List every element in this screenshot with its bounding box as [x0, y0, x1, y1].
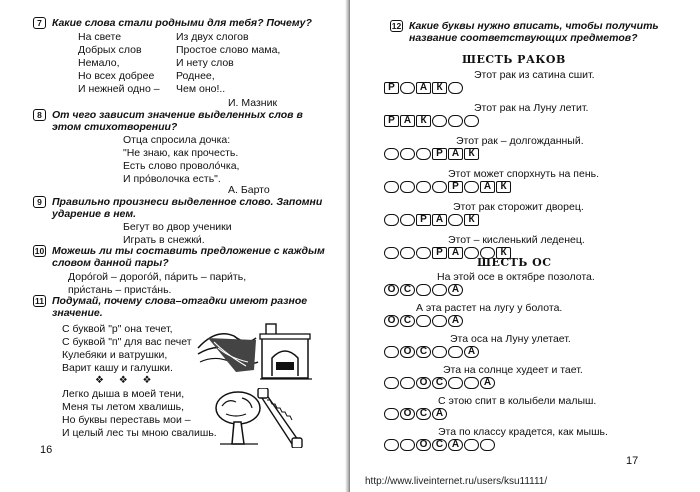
os-answer-row: [384, 377, 495, 389]
rak-answer-row: [384, 148, 479, 160]
blank-letter-cell[interactable]: [432, 315, 447, 327]
os-answer-row: [384, 284, 463, 296]
given-letter-cell: О: [384, 315, 399, 327]
poem-line: Добрых слов: [78, 44, 142, 56]
question-7-text: Какие слова стали родными для тебя? Почему?: [52, 17, 312, 29]
poem-line: Немало,: [78, 57, 120, 69]
given-letter-cell: К: [432, 82, 447, 94]
page-number-right: 17: [626, 455, 639, 467]
os-answer-row: [384, 408, 447, 420]
poem-line: И про́волочка есть".: [123, 173, 221, 185]
given-letter-cell: А: [416, 82, 431, 94]
poem-line: И нежней одно –: [78, 83, 160, 95]
poem-line: Варит кашу и галушки.: [62, 362, 173, 374]
blank-letter-cell[interactable]: [400, 247, 415, 259]
given-letter-cell: А: [480, 377, 495, 389]
given-letter-cell: С: [400, 284, 415, 296]
blank-letter-cell[interactable]: [448, 115, 463, 127]
question-9-line2: ударение в нем.: [52, 208, 137, 220]
given-letter-cell: Р: [432, 247, 447, 259]
blank-letter-cell[interactable]: [384, 181, 399, 193]
rak-answer-row: [384, 181, 511, 193]
rak-clue-line: Этот рак из сатина сшит.: [474, 69, 595, 81]
blank-letter-cell[interactable]: [416, 148, 431, 160]
given-letter-cell: С: [432, 439, 447, 451]
tree-saw-illustration: [206, 388, 306, 448]
question-10-line2: словом данной пары?: [52, 257, 169, 269]
question-10-line1: Можешь ли ты составить предложение с каждым: [52, 245, 325, 257]
blank-letter-cell[interactable]: [400, 214, 415, 226]
given-letter-cell: А: [448, 148, 463, 160]
poem-line: Отца спросила дочка:: [123, 134, 231, 146]
blank-letter-cell[interactable]: [432, 346, 447, 358]
os-answer-row: [384, 315, 463, 327]
poem-line: Легко дыша в моей тени,: [62, 388, 185, 400]
rak-clue-line: Этот рак – долгожданный.: [456, 135, 584, 147]
question-number-10: 10: [34, 246, 45, 256]
given-letter-cell: К: [496, 181, 511, 193]
os-clue-line: На этой осе в октябре позолота.: [437, 271, 595, 283]
given-letter-cell: А: [464, 346, 479, 358]
blank-letter-cell[interactable]: [432, 284, 447, 296]
given-letter-cell: А: [432, 408, 447, 420]
os-heading: ШЕСТЬ ОС: [477, 256, 552, 269]
os-clue-line: Эта на солнце худеет и тает.: [443, 364, 583, 376]
poem-line: Но буквы переставь мои –: [62, 414, 191, 426]
rak-clue-line: Этот рак сторожит дворец.: [453, 201, 584, 213]
blank-letter-cell[interactable]: [416, 284, 431, 296]
os-clue-line: Эта оса на Луну улетает.: [450, 333, 571, 345]
blank-letter-cell[interactable]: [416, 315, 431, 327]
poem-line: Но всех добрее: [78, 70, 155, 82]
given-letter-cell: О: [416, 377, 431, 389]
given-letter-cell: А: [448, 315, 463, 327]
poem-line: И целый лес ты мною свалишь.: [62, 427, 217, 439]
blank-letter-cell[interactable]: [384, 439, 399, 451]
os-clue-line: С этою спит в колыбели малыш.: [438, 395, 597, 407]
q11-riddle-1: [62, 323, 192, 375]
poem-line: Роднее,: [176, 70, 215, 82]
blank-letter-cell[interactable]: [384, 148, 399, 160]
blank-letter-cell[interactable]: [384, 247, 399, 259]
rak-clue-line: Этот может спорхнуть на пень.: [448, 168, 600, 180]
given-letter-cell: С: [432, 377, 447, 389]
given-letter-cell: О: [400, 346, 415, 358]
question-11-line1: Подумай, почему слова–отгадки имеют разное: [52, 295, 308, 307]
rak-answer-row: [384, 115, 479, 127]
poem-line: Простое слово мама,: [176, 44, 281, 56]
right-page: [350, 0, 700, 492]
poem-line: На свете: [78, 31, 122, 43]
poem-line: Меня ты летом хвалишь,: [62, 401, 185, 413]
blank-letter-cell[interactable]: [400, 439, 415, 451]
question-9-line1: Правильно произнеси выделенное слово. Запомни: [52, 196, 323, 208]
poem-line: С буквой "п" для вас печет: [62, 336, 192, 348]
given-letter-cell: Р: [384, 115, 399, 127]
blank-letter-cell[interactable]: [384, 346, 399, 358]
question-12-line2: название соответствующих предметов?: [409, 32, 638, 44]
blank-letter-cell[interactable]: [464, 377, 479, 389]
blank-letter-cell[interactable]: [448, 82, 463, 94]
given-letter-cell: А: [400, 115, 415, 127]
given-letter-cell: А: [448, 439, 463, 451]
os-answer-row: [384, 439, 495, 451]
page-number-left: 16: [40, 444, 53, 456]
q11-riddle-2: [62, 388, 217, 440]
q8-author: А. Барто: [228, 184, 270, 196]
blank-letter-cell[interactable]: [384, 408, 399, 420]
q7-col1: [78, 31, 160, 96]
question-number-9: 9: [33, 196, 46, 208]
word-pair-line: при́стань – приста́нь.: [68, 284, 172, 296]
rak-clue-line: Этот рак на Луну летит.: [474, 102, 589, 114]
blank-letter-cell[interactable]: [432, 181, 447, 193]
q7-author: И. Мазник: [228, 97, 278, 109]
poem-line: И нету слов: [176, 57, 234, 69]
watermark-url: http://www.liveinternet.ru/users/ksu11111/: [365, 476, 548, 487]
poem-line: "Не знаю, как прочесть.: [123, 147, 239, 159]
given-letter-cell: А: [448, 247, 463, 259]
blank-letter-cell[interactable]: [400, 181, 415, 193]
blank-letter-cell[interactable]: [400, 148, 415, 160]
os-clue-line: Эта по классу крадется, как мышь.: [438, 426, 608, 438]
os-clue-line: А эта растет на лугу у болота.: [416, 302, 563, 314]
q9-poem: [123, 221, 232, 247]
blank-letter-cell[interactable]: [480, 439, 495, 451]
q8-poem: [123, 134, 239, 186]
rak-clue-line: Этот – кисленький леденец.: [448, 234, 585, 246]
poem-line: Есть слово проволо́чка,: [123, 160, 240, 172]
given-letter-cell: К: [464, 214, 479, 226]
question-number-11: 11: [35, 296, 44, 306]
given-letter-cell: Р: [432, 148, 447, 160]
question-number-7: 7: [33, 17, 46, 29]
given-letter-cell: Р: [448, 181, 463, 193]
given-letter-cell: С: [416, 346, 431, 358]
poem-line: С буквой "р" она течет,: [62, 323, 173, 335]
poem-line: Играть в снежки́.: [123, 234, 205, 246]
question-number-12: 12: [391, 21, 402, 31]
blank-letter-cell[interactable]: [432, 115, 447, 127]
blank-letter-cell[interactable]: [416, 247, 431, 259]
given-letter-cell: К: [464, 148, 479, 160]
question-number-8: 8: [33, 109, 46, 121]
blank-letter-cell[interactable]: [448, 346, 463, 358]
river-stove-illustration: [196, 318, 316, 380]
rak-heading: ШЕСТЬ РАКОВ: [462, 53, 566, 66]
given-letter-cell: А: [448, 284, 463, 296]
given-letter-cell: А: [480, 181, 495, 193]
given-letter-cell: Р: [384, 82, 399, 94]
rak-answer-row: [384, 82, 463, 94]
question-8-line1: От чего зависит значение выделенных слов в: [52, 109, 303, 121]
poem-line: Бегут во двор ученики: [123, 221, 232, 233]
blank-letter-cell[interactable]: [464, 439, 479, 451]
blank-letter-cell[interactable]: [464, 181, 479, 193]
blank-letter-cell[interactable]: [448, 214, 463, 226]
os-answer-row: [384, 346, 479, 358]
given-letter-cell: С: [400, 315, 415, 327]
q10-pairs: [68, 271, 246, 297]
blank-letter-cell[interactable]: [416, 181, 431, 193]
poem-line: Чем оно!..: [176, 83, 226, 95]
blank-letter-cell[interactable]: [464, 115, 479, 127]
blank-letter-cell[interactable]: [384, 214, 399, 226]
given-letter-cell: С: [416, 408, 431, 420]
given-letter-cell: К: [496, 247, 511, 259]
given-letter-cell: А: [432, 214, 447, 226]
given-letter-cell: О: [384, 284, 399, 296]
blank-letter-cell[interactable]: [400, 82, 415, 94]
q7-col2: [176, 31, 280, 96]
question-12-line1: Какие буквы нужно вписать, чтобы получить: [409, 20, 659, 32]
word-pair-line: Доро́гой – дорого́й, па́рить – пари́ть,: [68, 271, 247, 283]
question-8-line2: этом стихотворении?: [52, 121, 178, 133]
poem-line: Из двух слогов: [176, 31, 249, 43]
divider-ornament: ❖ ❖ ❖: [95, 375, 158, 386]
blank-letter-cell[interactable]: [400, 377, 415, 389]
poem-line: Кулебяки и ватрушки,: [62, 349, 168, 361]
blank-letter-cell[interactable]: [384, 377, 399, 389]
question-11-line2: значение.: [52, 307, 103, 319]
rak-answer-row: [384, 214, 479, 226]
given-letter-cell: Р: [416, 214, 431, 226]
given-letter-cell: О: [400, 408, 415, 420]
given-letter-cell: О: [416, 439, 431, 451]
given-letter-cell: К: [416, 115, 431, 127]
blank-letter-cell[interactable]: [448, 377, 463, 389]
